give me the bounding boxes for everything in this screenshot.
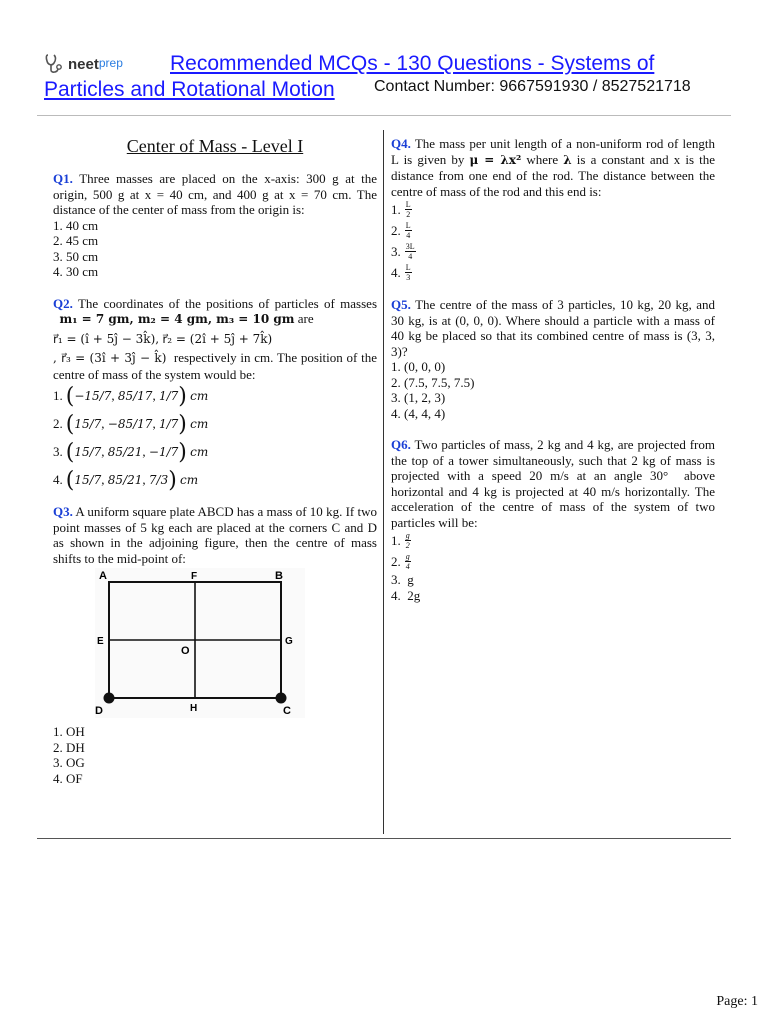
label-h: H <box>190 703 198 714</box>
option-3[interactable]: 3. OG <box>53 755 85 770</box>
question-text: The centre of the mass of 3 particles, 10 kg, 20 kg, and 30 kg, is at (0, 0, 0). Where should a particle with a mass of 40 kg be placed so that its combined centre of mass is (3, 3, 3)? <box>391 297 716 359</box>
question-4 <box>391 136 715 283</box>
masses-formula: m₁ = 7 gm, m₂ = 4 gm, m₃ = 10 gm <box>59 312 295 326</box>
question-text-b: where <box>526 151 559 167</box>
footer-divider <box>37 838 731 839</box>
question-number: Q5. <box>391 297 411 312</box>
neetprep-logo[interactable] <box>44 52 123 76</box>
contact-number: Contact Number: 9667591930 / 8527521718 <box>374 78 691 95</box>
question-2 <box>53 296 377 495</box>
question-6 <box>391 437 715 603</box>
option-2[interactable]: 2. 45 cm <box>53 233 99 248</box>
label-g: G <box>285 636 293 647</box>
question-number: Q2. <box>53 295 73 311</box>
option-3[interactable]: 3. g <box>391 572 414 587</box>
option-2[interactable]: 2. DH <box>53 739 85 755</box>
r1-vector: r⃗₁ = (î + 5ĵ − 3k̂), <box>53 331 160 346</box>
option-1[interactable]: 1. ( −15/7 , 85/17 , 1/7 ) cm <box>53 383 209 409</box>
label-c: C <box>283 705 291 717</box>
label-e: E <box>97 636 104 647</box>
logo-text: neet$^{prep}$ <box>68 55 123 73</box>
mass-at-c <box>276 693 287 704</box>
lambda-symbol: λ <box>563 152 572 167</box>
r2-vector: r⃗₂ = (2î + 5ĵ + 7k̂) <box>162 331 273 346</box>
question-text: Two particles of mass, 2 kg and 4 kg, are projected from the top of a tower simultaneously, such that 2 kg of mass is projected with a speed 20 m/s at an angle 30° <box>391 437 716 483</box>
question-number: Q4. <box>391 136 411 151</box>
option-1[interactable]: 1. 40 cm <box>53 217 99 233</box>
left-column <box>53 136 377 786</box>
question-number: Q6. <box>391 437 411 452</box>
label-o: O <box>181 645 190 657</box>
option-4[interactable]: 4. $\frac{L}{3}$ <box>391 263 411 282</box>
option-1[interactable]: 1. (0, 0, 0) <box>391 359 446 374</box>
section-title: Center of Mass - Level I <box>126 136 304 156</box>
question-5 <box>391 297 715 421</box>
question-text-b: are <box>297 311 314 326</box>
square-plate-figure <box>95 568 305 718</box>
question-text-c: is a constant and x is the distance from one end of the rod. The distance between the centre of mass of the rod and this end is: <box>391 151 716 199</box>
option-1[interactable]: 1. $\frac{L}{2}$ <box>391 200 411 219</box>
r3-vector: , r⃗₃ = (3î + 3ĵ − k̂) <box>53 351 167 365</box>
option-1[interactable]: 1. $\frac{g}{2}$ <box>391 531 410 550</box>
label-a: A <box>99 570 107 582</box>
option-2[interactable]: 2. ( 15/7 , −85/17 , 1/7 ) cm <box>53 411 209 437</box>
option-1[interactable]: 1. OH <box>53 724 85 739</box>
page-number: Page: 1 <box>716 994 758 1009</box>
header-divider <box>37 115 731 116</box>
option-3[interactable]: 3. ( 15/7 , 85/21 , −1/7 ) cm <box>53 439 209 465</box>
title-link-line1[interactable]: Recommended MCQs - 130 Questions - Systems of <box>170 52 655 75</box>
title-link-line2[interactable]: Particles and Rotational Motion <box>44 78 335 101</box>
option-2[interactable]: 2. $\frac{L}{4}$ <box>391 221 411 240</box>
question-number: Q3. <box>53 504 73 519</box>
stethoscope-icon <box>44 52 66 76</box>
label-b: B <box>275 570 283 582</box>
question-text-c: respectively in cm. The position of the centre of mass of the system would be: <box>53 350 377 382</box>
question-text: The coordinates of the positions of particles of masses <box>77 295 377 311</box>
option-3[interactable]: 3. 50 cm <box>53 248 99 264</box>
option-3[interactable]: 3. (1, 2, 3) <box>391 390 446 405</box>
option-2[interactable]: 2. $\frac{g}{4}$ <box>391 552 410 571</box>
option-4[interactable]: 4. 2g <box>391 587 421 603</box>
question-number: Q1. <box>53 171 73 186</box>
option-3[interactable]: 3. $\frac{3L}{4}$ <box>391 242 415 261</box>
density-formula: μ = λx² <box>469 152 522 167</box>
option-2[interactable]: 2. (7.5, 7.5, 7.5) <box>391 374 475 390</box>
question-text-b: above horizontal and 4 kg is projected at 40 m/s horizontally. The acceleration of the centre of mass of the system of two particles will be: <box>391 468 715 530</box>
right-column <box>391 136 715 603</box>
column-divider <box>383 130 384 834</box>
option-4[interactable]: 4. (4, 4, 4) <box>391 405 446 421</box>
question-text: The mass per unit length of a non-uniform rod of length L is given by <box>391 136 715 167</box>
option-4[interactable]: 4. OF <box>53 770 83 786</box>
mass-at-d <box>104 693 115 704</box>
label-d: D <box>95 705 103 717</box>
label-f: F <box>191 571 198 582</box>
question-text: A uniform square plate ABCD has a mass of 10 kg. If two point masses of 5 kg each are placed at the corners C and D as shown in the adjoining figure, then the centre of mass shifts to the mid-point of: <box>53 504 377 566</box>
option-4[interactable]: 4. 30 cm <box>53 264 99 279</box>
option-4[interactable]: 4. ( 15/7 , 85/21 , 7/3 ) cm <box>53 467 199 493</box>
question-1 <box>53 171 377 280</box>
question-text: Three masses are placed on the x-axis: 300 g at the origin, 500 g at x = 40 cm, and 400 g at x = 70 cm. The distance of the center of mass from the origin is: <box>53 171 378 217</box>
question-3 <box>53 504 377 786</box>
